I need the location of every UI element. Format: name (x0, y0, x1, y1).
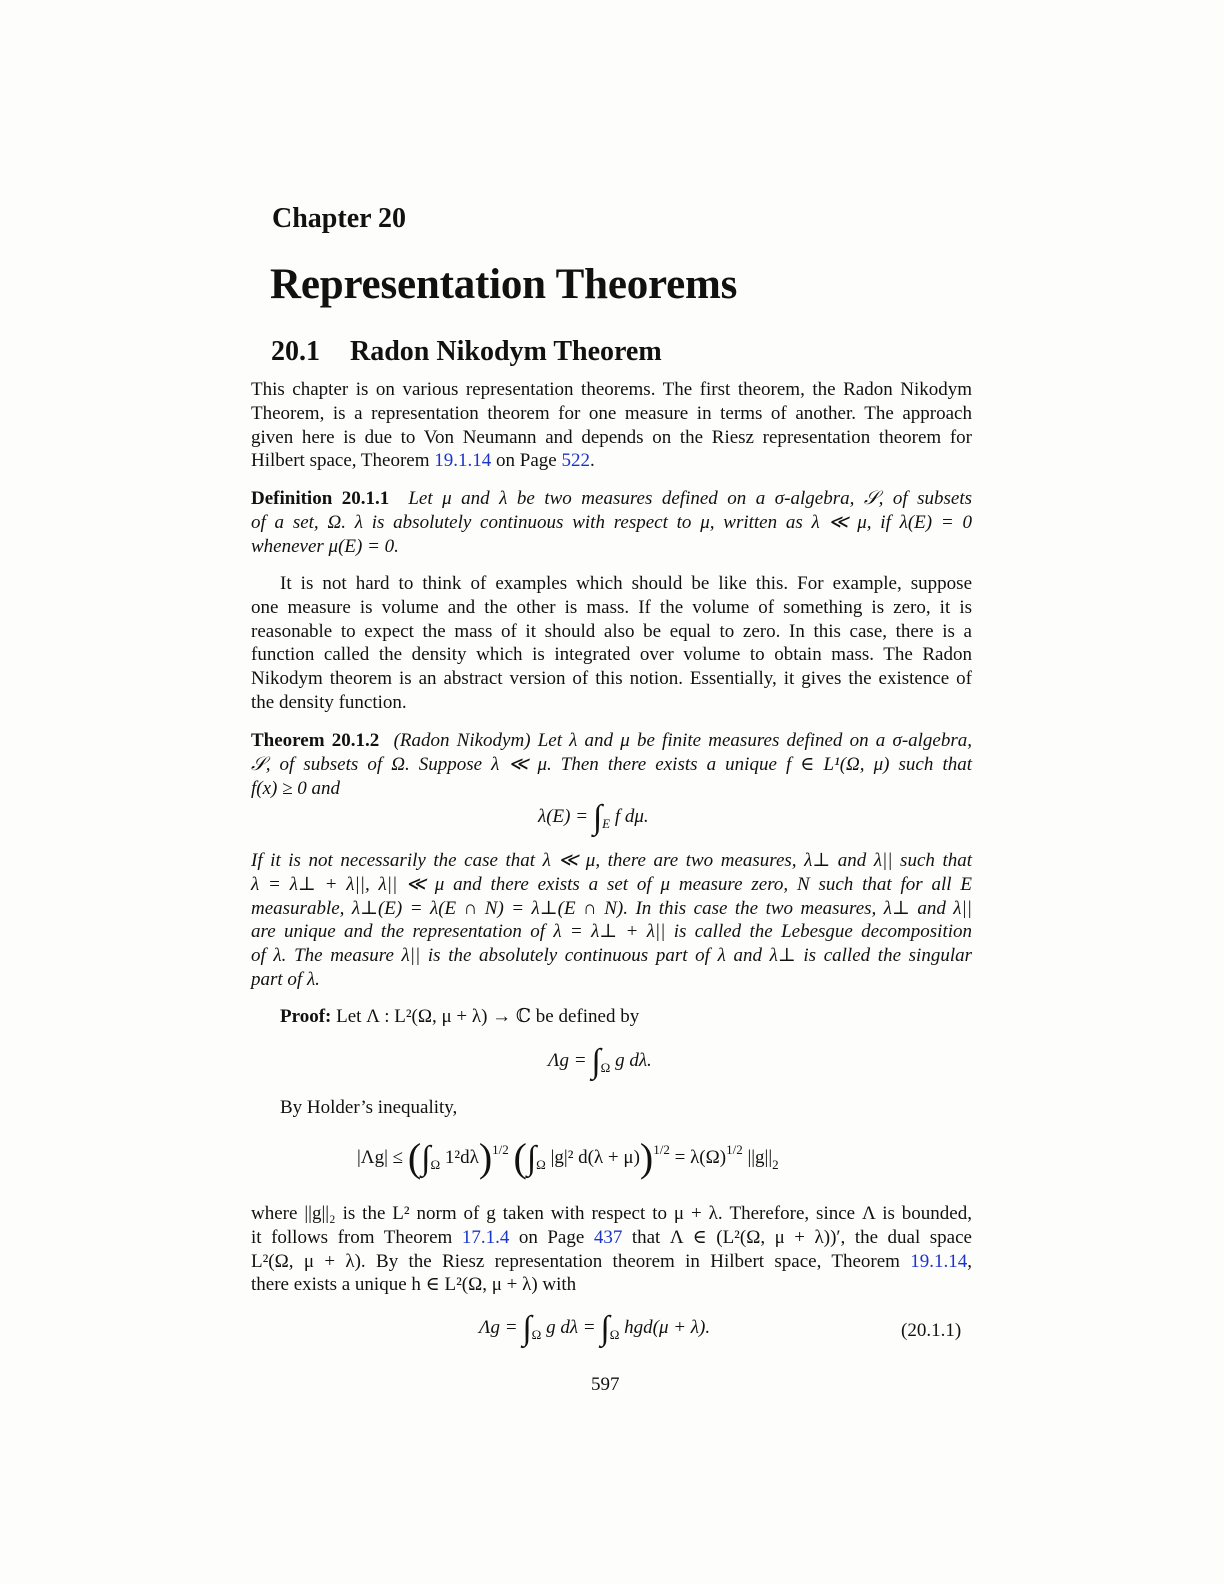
intro-paragraph (251, 378, 972, 473)
page-link[interactable]: 437 (593, 1226, 623, 1248)
equation-lhs: |Λg| ≤ (357, 1147, 404, 1168)
text-line: λ = λ⊥ + λ||, λ|| ≪ μ and there exists a set of μ measure zero, N such that for all E (251, 873, 972, 895)
theorem-block (251, 729, 972, 800)
proof-intro (251, 1005, 972, 1029)
equation-holder (357, 1134, 779, 1181)
text-line (251, 1250, 972, 1274)
lebesgue-decomposition-block (251, 849, 972, 992)
text-line: whenever μ(E) = 0. (251, 535, 399, 557)
text-run: Hilbert space, Theorem (251, 450, 435, 472)
text-run: , (967, 1250, 972, 1272)
text-run: that Λ ∈ (L²(Ω, μ + λ))′, the dual space (622, 1226, 972, 1248)
explanation-paragraph (251, 572, 972, 715)
text-line: 𝒮, of subsets of Ω. Suppose λ ≪ μ. Then there exists a unique f ∈ L¹(Ω, μ) such that (251, 753, 972, 775)
text-line: part of λ. (251, 968, 320, 990)
text-line: of a set, Ω. λ is absolutely continuous with respect to μ, written as λ ≪ μ, if λ(E) = 0 (251, 511, 972, 533)
equation-lhs: Λg = (548, 1050, 587, 1071)
proof-label: Proof: (280, 1006, 332, 1027)
theorem-link[interactable]: 19.1.14 (434, 450, 492, 472)
definition-label: Definition 20.1.1 (251, 488, 390, 509)
equation-functional (548, 1043, 652, 1081)
paren-close: ) (478, 1135, 493, 1180)
section-heading (271, 336, 662, 368)
page-link[interactable]: 522 (561, 450, 590, 472)
equation-mid: g dλ = (546, 1317, 596, 1338)
text-line (251, 449, 972, 473)
text-line: By Holder’s inequality, (280, 1097, 458, 1118)
text-line: Theorem, is a representation theorem for one measure in terms of another. The approach (251, 402, 972, 424)
integral-domain: Ω (536, 1157, 546, 1172)
text-run: Let Λ : L²(Ω, μ + λ) → ℂ be defined by (336, 1006, 640, 1027)
integral-domain: Ω (531, 1327, 542, 1342)
paren-open: ( (407, 1135, 422, 1180)
integral-domain: E (602, 816, 611, 831)
text-line: the density function. (251, 691, 407, 713)
text-run: on Page (491, 450, 562, 472)
text-run: L²(Ω, μ + λ). By the Riesz representation theorem in Hilbert space, Theorem (251, 1250, 911, 1272)
equation-lhs: Λg = (479, 1317, 518, 1338)
theorem-link[interactable]: 17.1.4 (461, 1226, 510, 1248)
text-line: one measure is volume and the other is mass. If the volume of something is zero, it is (251, 596, 972, 618)
integral-domain: Ω (609, 1327, 620, 1342)
text-run: (Radon Nikodym) Let λ and μ be finite measures defined on a σ-algebra, (393, 730, 973, 751)
text-line: It is not hard to think of examples which should be like this. For example, suppose (280, 573, 972, 594)
integral-sign: ∫ (592, 799, 603, 836)
text-line: f(x) ≥ 0 and (251, 777, 341, 799)
page-number: 597 (591, 1374, 620, 1395)
section-number: 20.1 (271, 336, 320, 367)
text-line (251, 1005, 972, 1029)
holder-line (251, 1096, 972, 1120)
integrand: |g|² d(λ + μ) (550, 1147, 640, 1168)
integral-sign: ∫ (522, 1310, 532, 1347)
text-line: where ||g||₂ is the L² norm of g taken with respect to μ + λ. Therefore, since Λ is bounded, (251, 1203, 972, 1224)
integral-sign: ∫ (526, 1140, 537, 1177)
text-line: measurable, λ⊥(E) = λ(E ∩ N) = λ⊥(E ∩ N). In this case the two measures, λ⊥ and λ|| (251, 897, 972, 919)
integral-sign: ∫ (591, 1043, 601, 1080)
exponent: 1/2 (726, 1142, 743, 1157)
paren-open: ( (513, 1135, 527, 1180)
text-line: of λ. The measure λ|| is the absolutely continuous part of λ and λ⊥ is called the singular (251, 945, 972, 967)
text-run: it follows from Theorem (251, 1226, 462, 1248)
theorem-label: Theorem 20.1.2 (251, 730, 380, 751)
paren-close: ) (639, 1135, 654, 1180)
equation-rhs: g dλ. (615, 1050, 652, 1071)
norm-subscript: 2 (772, 1157, 779, 1172)
theorem-link[interactable]: 19.1.14 (910, 1250, 968, 1272)
text-line: This chapter is on various representation theorems. The first theorem, the Radon Nikodym (251, 379, 972, 400)
text-line: If it is not necessarily the case that λ ≪ μ, there are two measures, λ⊥ and λ|| such that (251, 850, 972, 871)
equation-radon-nikodym (538, 799, 649, 837)
integral-domain: Ω (600, 1060, 611, 1075)
equation-rhs: = λ(Ω) (674, 1147, 727, 1168)
text-run: on Page (509, 1226, 594, 1248)
equation-rhs: hgd(μ + λ). (624, 1317, 711, 1338)
text-line: function called the density which is integrated over volume to obtain mass. The Radon (251, 644, 972, 666)
definition-block (251, 487, 972, 558)
text-line: Nikodym theorem is an abstract version of this notion. Essentially, it gives the existence of (251, 668, 972, 690)
equation-lhs: λ(E) = (538, 806, 589, 827)
text-run: . (589, 450, 595, 472)
text-line: are unique and the representation of λ = λ⊥ + λ|| is called the Lebesgue decomposition (251, 921, 972, 943)
text-run: Let μ and λ be two measures defined on a σ-algebra, 𝒮, of subsets (408, 488, 973, 509)
text-line (251, 1226, 972, 1250)
chapter-title: Representation Theorems (270, 261, 738, 308)
exponent: 1/2 (492, 1142, 509, 1157)
chapter-label: Chapter 20 (272, 203, 407, 234)
equation-riesz (479, 1310, 710, 1348)
text-line (251, 729, 972, 753)
text-line: reasonable to expect the mass of it should also be equal to zero. In this case, there is a (251, 620, 972, 642)
text-line: given here is due to Von Neumann and depends on the Riesz representation theorem for (251, 426, 972, 448)
section-title: Radon Nikodym Theorem (350, 336, 662, 367)
integrand: 1²dλ (444, 1147, 479, 1168)
equation-rhs: f dμ. (614, 806, 649, 827)
integral-sign: ∫ (600, 1310, 610, 1347)
equation-number: (20.1.1) (901, 1320, 962, 1341)
integral-sign: ∫ (421, 1140, 431, 1177)
text-line (251, 487, 972, 511)
proof-paragraph (251, 1202, 972, 1297)
integral-domain: Ω (430, 1157, 441, 1172)
norm: ||g|| (747, 1147, 773, 1168)
exponent: 1/2 (653, 1142, 670, 1157)
text-line: there exists a unique h ∈ L²(Ω, μ + λ) with (251, 1274, 577, 1296)
